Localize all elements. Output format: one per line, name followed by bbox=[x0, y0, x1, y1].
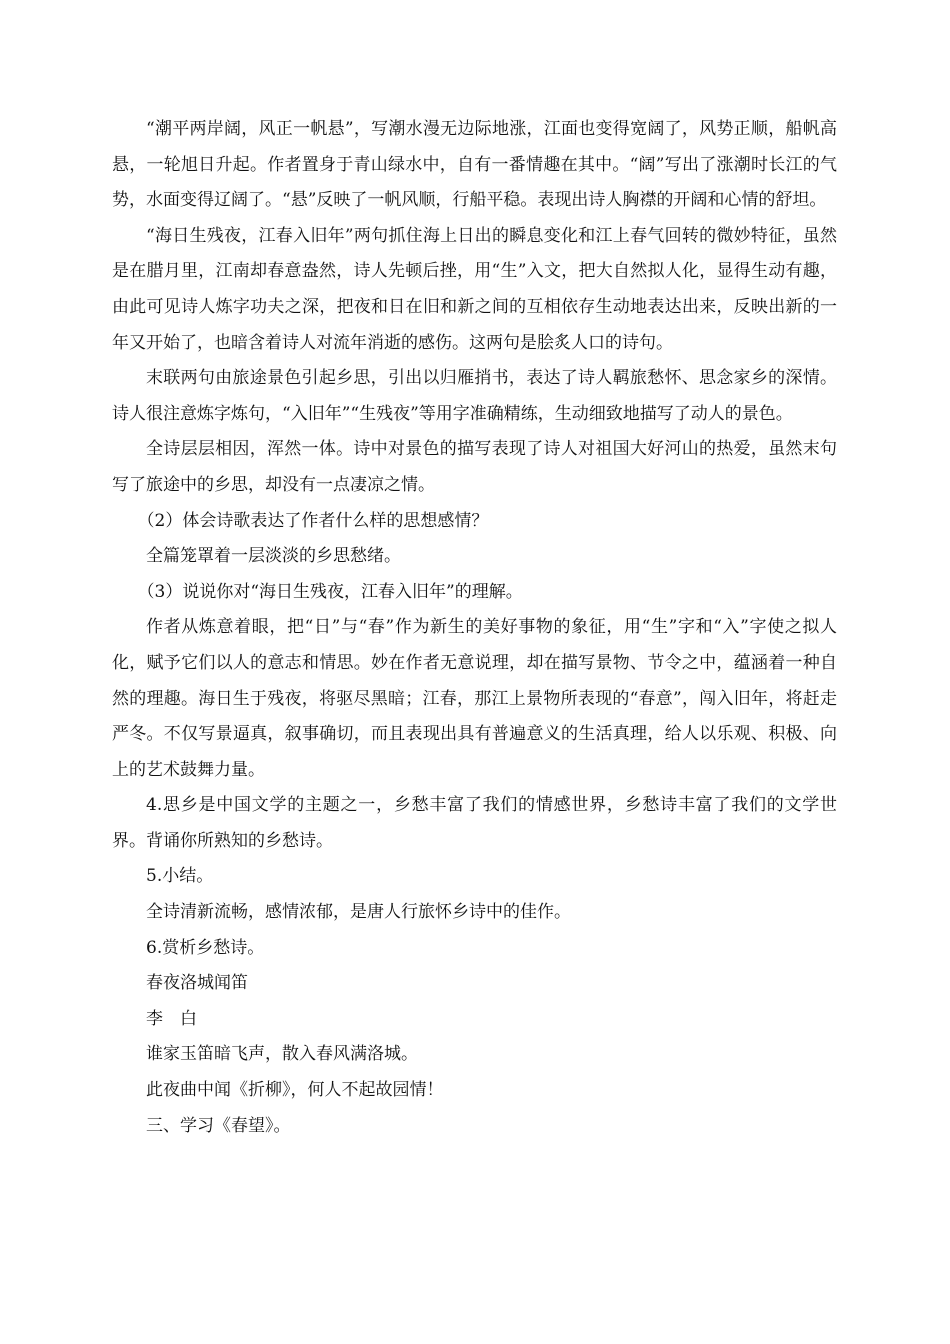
poem-line-1: 谁家玉笛暗飞声，散入春风满洛城。 bbox=[146, 1044, 418, 1065]
poem-line-2: 此夜曲中闻《折柳》，何人不起故园情！ bbox=[146, 1080, 444, 1101]
paragraph-molian-analysis: 末联两句由旅途景色引起乡思，引出以归雁捎书，表达了诗人羁旅愁怀、思念家乡的深情。诗人很注意炼字炼句，“入旧年”“生残夜”等用字准确精练，生动细致地描写了动人的景色。 bbox=[112, 368, 837, 424]
answer-3: 作者从炼意着眼，把“日”与“春”作为新生的美好事物的象征，用“生”字和“入”字使之拟人化，赋予它们以人的意志和情思。妙在作者无意说理，却在描写景物、节令之中，蕴涵着一种自然的理趣。海日生于残夜，将驱尽黑暗；江春，那江上景物所表现的“春意”，闯入旧年，将赶走严冬。不仅写景逼真，叙事确切，而且表现出具有普遍意义的生活真理，给人以乐观、积极、向上的艺术鼓舞力量。 bbox=[112, 617, 837, 780]
document-body bbox=[112, 112, 837, 1144]
question-2: （2）体会诗歌表达了作者什么样的思想感情？ bbox=[137, 510, 489, 531]
paragraph-quanshi-summary: 全诗层层相因，浑然一体。诗中对景色的描写表现了诗人对祖国大好河山的热爱，虽然末句写了旅途中的乡思，却没有一点凄凉之情。 bbox=[112, 439, 837, 495]
section-3-heading: 三、学习《春望》。 bbox=[146, 1115, 291, 1136]
question-3: （3）说说你对“海日生残夜，江春入旧年”的理解。 bbox=[137, 581, 523, 602]
item-6-heading: 6.赏析乡愁诗。 bbox=[146, 937, 265, 958]
item-5-heading: 5.小结。 bbox=[146, 866, 214, 887]
paragraph-chaoping-analysis: “潮平两岸阔，风正一帆悬”，写潮水漫无边际地涨，江面也变得宽阔了，风势正顺，船帆高悬，一轮旭日升起。作者置身于青山绿水中，自有一番情趣在其中。“阔”写出了涨潮时长江的气势，水面变得辽阔了。“悬”反映了一帆风顺，行船平稳。表现出诗人胸襟的开阔和心情的舒坦。 bbox=[112, 119, 837, 211]
answer-2: 全篇笼罩着一层淡淡的乡思愁绪。 bbox=[146, 546, 401, 567]
paragraph-hairi-analysis: “海日生残夜，江春入旧年”两句抓住海上日出的瞬息变化和江上春气回转的微妙特征，虽然是在腊月里，江南却春意盎然，诗人先顿后挫，用“生”入文，把大自然拟人化，显得生动有趣，由此可见诗人炼字功夫之深，把夜和日在旧和新之间的互相依存生动地表达出来，反映出新的一年又开始了，也暗含着诗人对流年消逝的感伤。这两句是脍炙人口的诗句。 bbox=[112, 225, 837, 353]
poem-title: 春夜洛城闻笛 bbox=[146, 973, 248, 994]
item-4-homesick-poems: 4.思乡是中国文学的主题之一，乡愁丰富了我们的情感世界，乡愁诗丰富了我们的文学世界。背诵你所熟知的乡愁诗。 bbox=[112, 795, 837, 851]
item-5-summary: 全诗清新流畅，感情浓郁，是唐人行旅怀乡诗中的佳作。 bbox=[146, 902, 571, 923]
poem-author: 李 白 bbox=[146, 1008, 197, 1029]
